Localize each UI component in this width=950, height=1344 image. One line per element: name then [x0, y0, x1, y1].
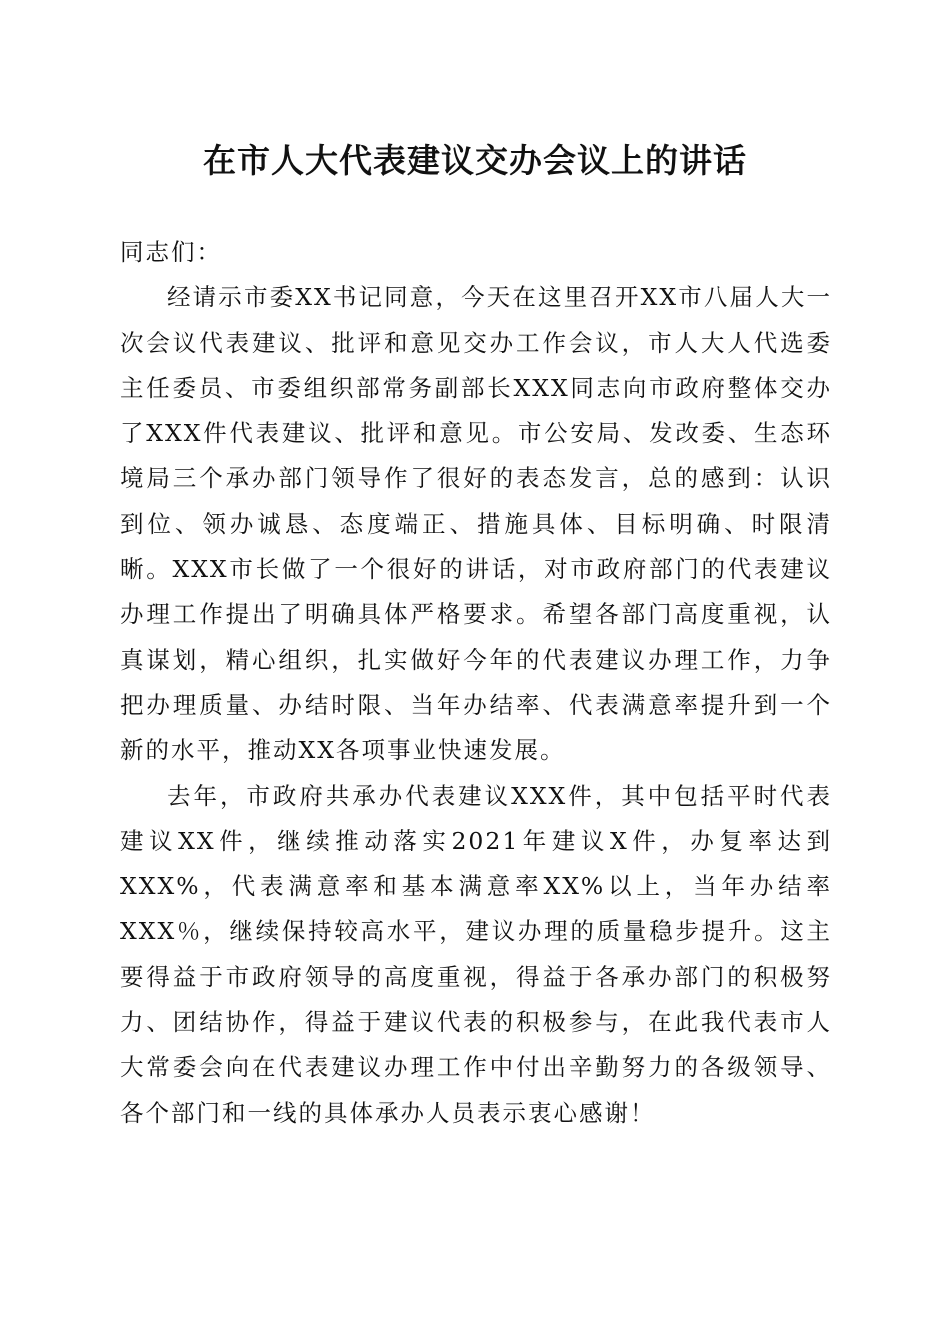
- paragraph-1: 经请示市委XX书记同意，今天在这里召开XX市八届人大一次会议代表建议、批评和意见交办工作会议，市人大人代选委主任委员、市委组织部常务副部长XXX同志向市政府整体交办了XXX件代表建议、批评和意见。市公安局、发改委、生态环境局三个承办部门领导作了很好的表态发言，总的感到：认识到位、领办诚恳、态度端正、措施具体、目标明确、时限清晰。XXX市长做了一个很好的讲话，对市政府部门的代表建议办理工作提出了明确具体严格要求。希望各部门高度重视，认真谋划，精心组织，扎实做好今年的代表建议办理工作，力争把办理质量、办结时限、当年办结率、代表满意率提升到一个新的水平，推动XX各项事业快速发展。: [120, 283, 832, 765]
- salutation: 同志们：: [120, 238, 222, 266]
- paragraph-2: 去年，市政府共承办代表建议XXX件，其中包括平时代表建议XX件，继续推动落实2021年建议X件，办复率达到XXX%，代表满意率和基本满意率XX%以上，当年办结率XXX％，继续保持较高水平，建议办理的质量稳步提升。这主要得益于市政府领导的高度重视，得益于各承办部门的积极努力、团结协作，得益于建议代表的积极参与，在此我代表市人大常委会向在代表建议办理工作中付出辛勤努力的各级领导、各个部门和一线的具体承办人员表示衷心感谢！: [120, 781, 832, 1127]
- document-body: [120, 230, 832, 1136]
- document-title: 在市人大代表建议交办会议上的讲话: [203, 141, 747, 180]
